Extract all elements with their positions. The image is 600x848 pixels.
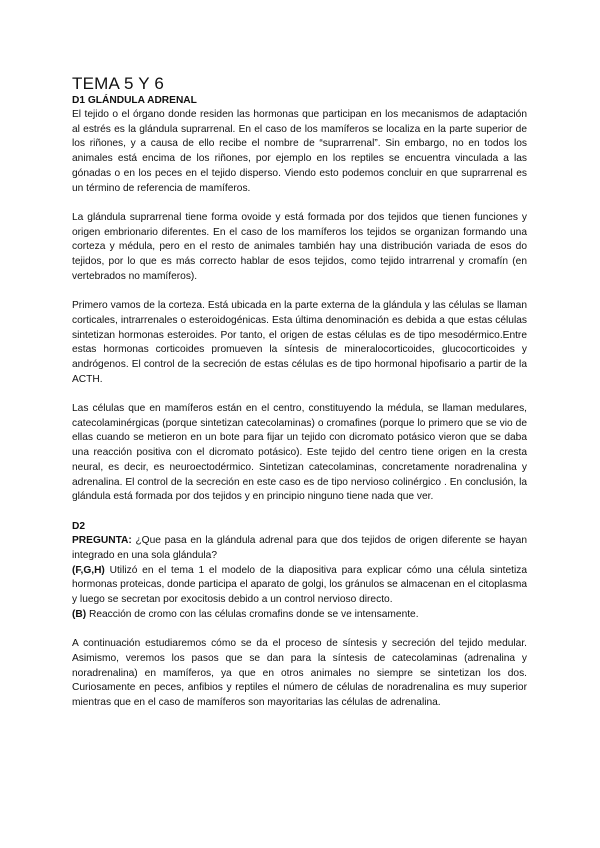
b-text: Reacción de cromo con las células cromafins donde se ve intensamente.	[86, 608, 419, 620]
question-label: PREGUNTA:	[72, 535, 132, 547]
d1-paragraph-3: Primero vamos de la corteza. Está ubicada en la parte externa de la glándula y las células se llaman corticales, intrarrenales o esteroidogénicas. Esta última denominación es debida a que estas células sintetizan hormonas esteroides. Por tanto, el origen de estas células es de tipo mesodérmico.Entre estas hormonas corticoides promueven la síntesis de mineralocorticoides, glucocorticoides y andrógenos. El control de la secreción de estas células es de tipo hormonal hipofisario a partir de la ACTH.	[72, 300, 527, 385]
fgh-label: (F,G,H)	[72, 564, 105, 576]
section-d1-heading: D1 GLÁNDULA ADRENAL	[72, 95, 197, 106]
b-label: (B)	[72, 608, 87, 620]
page-title: TEMA 5 Y 6	[72, 74, 165, 93]
document-content	[72, 74, 527, 711]
d2-fgh-note	[72, 564, 527, 608]
d1-paragraph-4: Las células que en mamíferos están en el centro, constituyendo la médula, se llaman medulares, catecolaminérgicas (porque sintetizan catecolaminas) o cromafines (porque lo primero que se vio de ellas cuando se metieron en un bote para fijar un tejido con dicromato potásico vieron que se daba una reacción positiva con el dicromato potásico). Este tejido del centro tiene origen en la cresta neural, es decir, es neuroectodérmico. Sintetizan catecolaminas, concretamente noradrenalina y adrenalina. El control de la secreción en este caso es de tipo nervioso colinérgico . En conclusión, la glándula está formada por dos tejidos y en principio ninguno tiene nada que ver.	[72, 403, 527, 503]
d2-closing-paragraph: A continuación estudiaremos cómo se da el proceso de síntesis y secreción del tejido medular. Asimismo, veremos los pasos que se dan para la síntesis de catecolaminas (adrenalina y noradrenalina) en mamíferos, ya que en otros animales no siempre se sintetizan los dos. Curiosamente en peces, anfibios y reptiles el número de células de noradrenalina es muy superior mientras que en el caso de mamíferos son mayoritarias las células de adrenalina.	[72, 638, 527, 709]
section-d2-heading: D2	[72, 520, 86, 532]
fgh-text: Utilizó en el tema 1 el modelo de la diapositiva para explicar cómo una célula sintetiza hormonas proteicas, donde participa el aparato de golgi, los gránulos se almacenan en el citoplasma y luego se secretan por exocitosis debido a un control nervioso directo.	[72, 564, 527, 606]
d2-question	[72, 534, 527, 563]
d2-b-note	[72, 608, 527, 623]
d1-paragraph-2: La glándula suprarrenal tiene forma ovoide y está formada por dos tejidos que tienen funciones y origen embrionario diferentes. En el caso de los mamíferos los tejidos se organizan formando una corteza y médula, pero en el resto de animales también hay una distribución variada de esos do tejidos, por lo que es más correcto hablar de esos tejidos, como tejido intrarrenal y cromafín (en vertebrados no mamíferos).	[72, 211, 527, 282]
question-text: ¿Que pasa en la glándula adrenal para que dos tejidos de origen diferente se hayan integrado en una sola glándula?	[72, 535, 527, 562]
d1-paragraph-1: El tejido o el órgano donde residen las hormonas que participan en los mecanismos de adaptación al estrés es la glándula suprarrenal. En el caso de los mamíferos se localiza en la parte superior de los riñones, y a causa de ello recibe el nombre de “suprarrenal”. Sin embargo, no en todos los animales está encima de los riñones, por ejemplo en los reptiles se encuentra vinculada a las gónadas o en los peces en el tejido disperso. Viendo esto podemos concluir en que suprarrenal es un término de referencia de mamíferos.	[72, 109, 527, 194]
